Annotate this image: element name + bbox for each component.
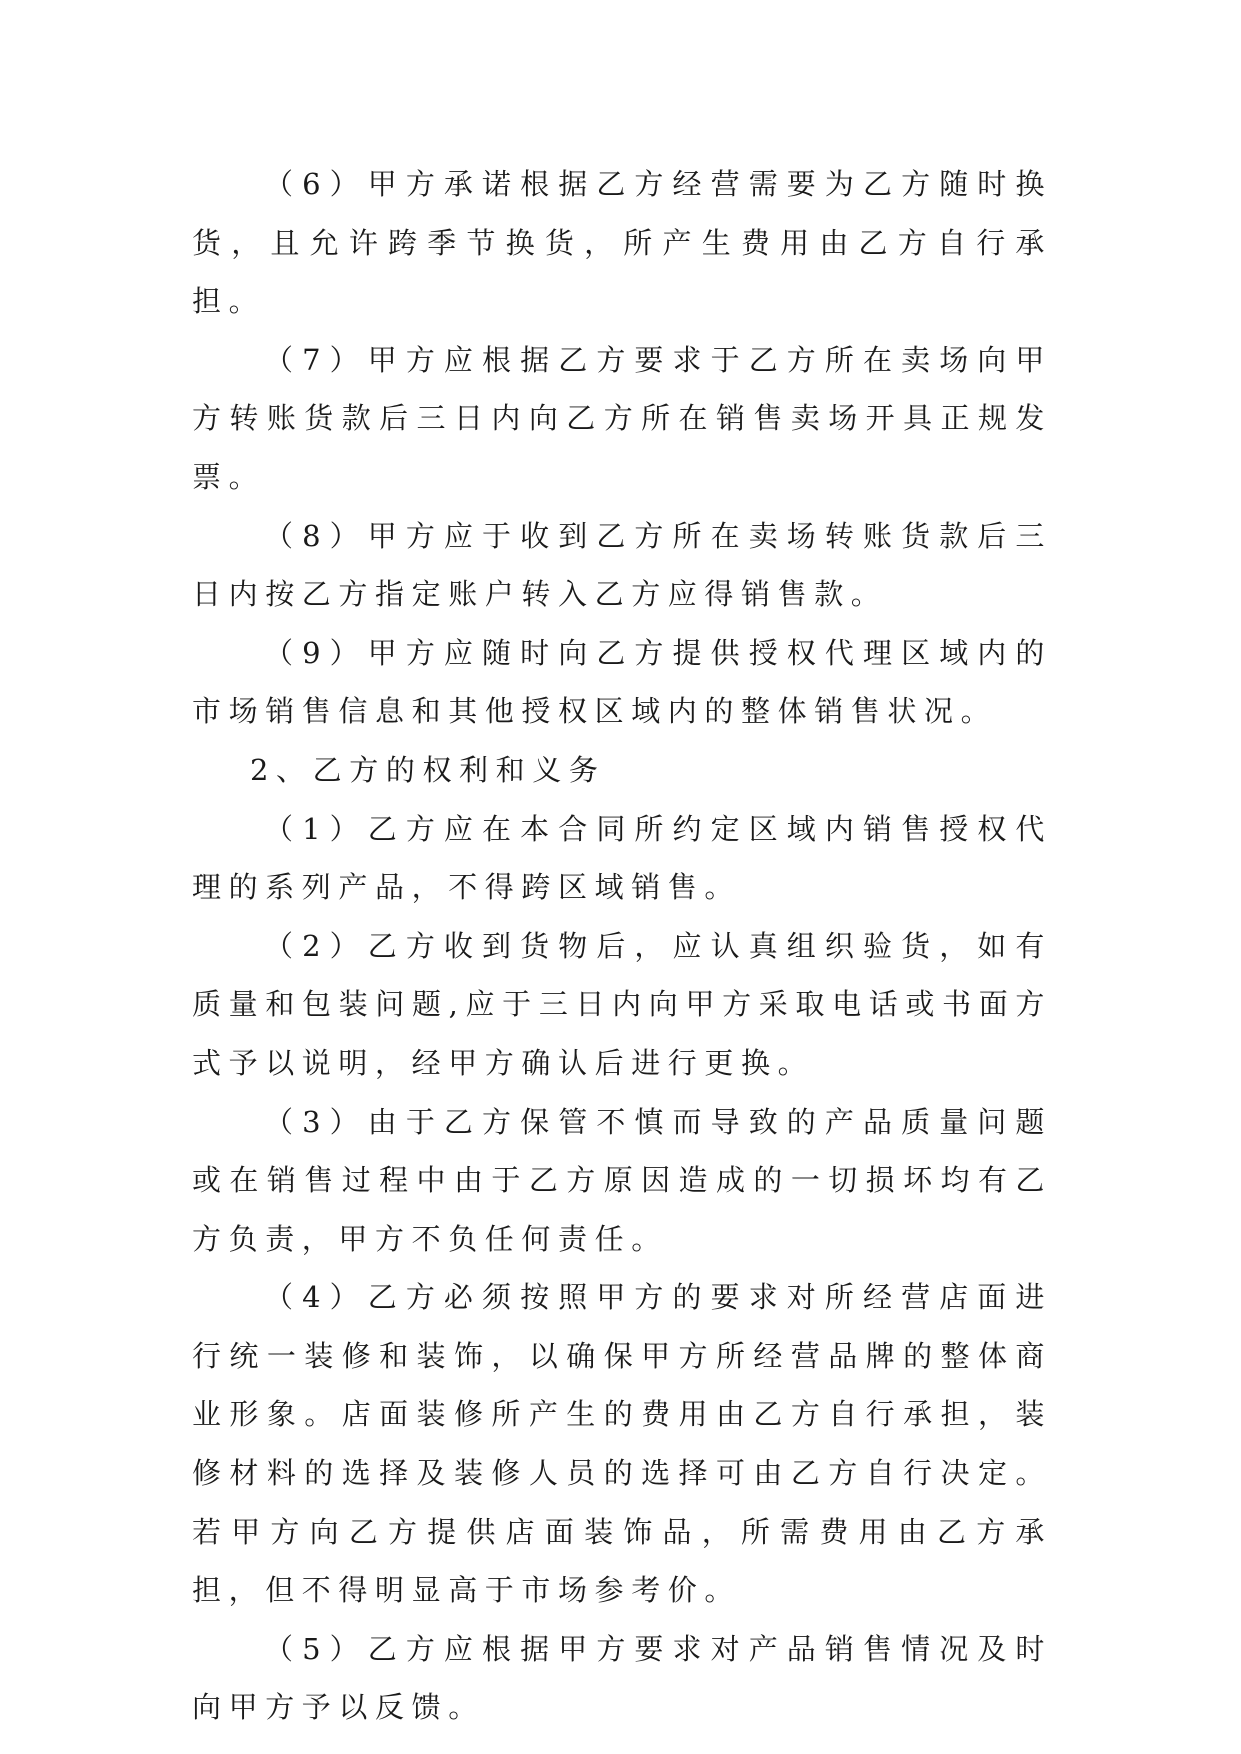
clause-paragraph: （2）乙方收到货物后，应认真组织验货，如有质量和包装问题,应于三日内向甲方采取电话或书面方式予以说明，经甲方确认后进行更换。 (192, 928, 1052, 1080)
clause-paragraph: （8）甲方应于收到乙方所在卖场转账货款后三日内按乙方指定账户转入乙方应得销售款。 (192, 518, 1052, 612)
clause-paragraph: （6）甲方承诺根据乙方经营需要为乙方随时换货，且允许跨季节换货，所产生费用由乙方自行承担。 (192, 167, 1052, 319)
clause-paragraph: （1）乙方应在本合同所约定区域内销售授权代理的系列产品，不得跨区域销售。 (192, 811, 1052, 905)
clause-paragraph: （9）甲方应随时向乙方提供授权代理区域内的市场销售信息和其他授权区域内的整体销售状况。 (192, 635, 1052, 729)
clause-paragraph: （7）甲方应根据乙方要求于乙方所在卖场向甲方转账货款后三日内向乙方所在销售卖场开具正规发票。 (192, 342, 1052, 494)
clause-paragraph: （5）乙方应根据甲方要求对产品销售情况及时向甲方予以反馈。 (192, 1631, 1052, 1725)
document-body (192, 155, 1052, 1737)
clause-paragraph: （3）由于乙方保管不慎而导致的产品质量问题或在销售过程中由于乙方原因造成的一切损坏均有乙方负责，甲方不负任何责任。 (192, 1104, 1052, 1256)
clause-paragraph: （4）乙方必须按照甲方的要求对所经营店面进行统一装修和装饰，以确保甲方所经营品牌的整体商业形象。店面装修所产生的费用由乙方自行承担，装修材料的选择及装修人员的选择可由乙方自行决定。若甲方向乙方提供店面装饰品，所需费用由乙方承担，但不得明显高于市场参考价。 (192, 1280, 1052, 1608)
section-heading: 2、乙方的权利和义务 (250, 752, 606, 787)
